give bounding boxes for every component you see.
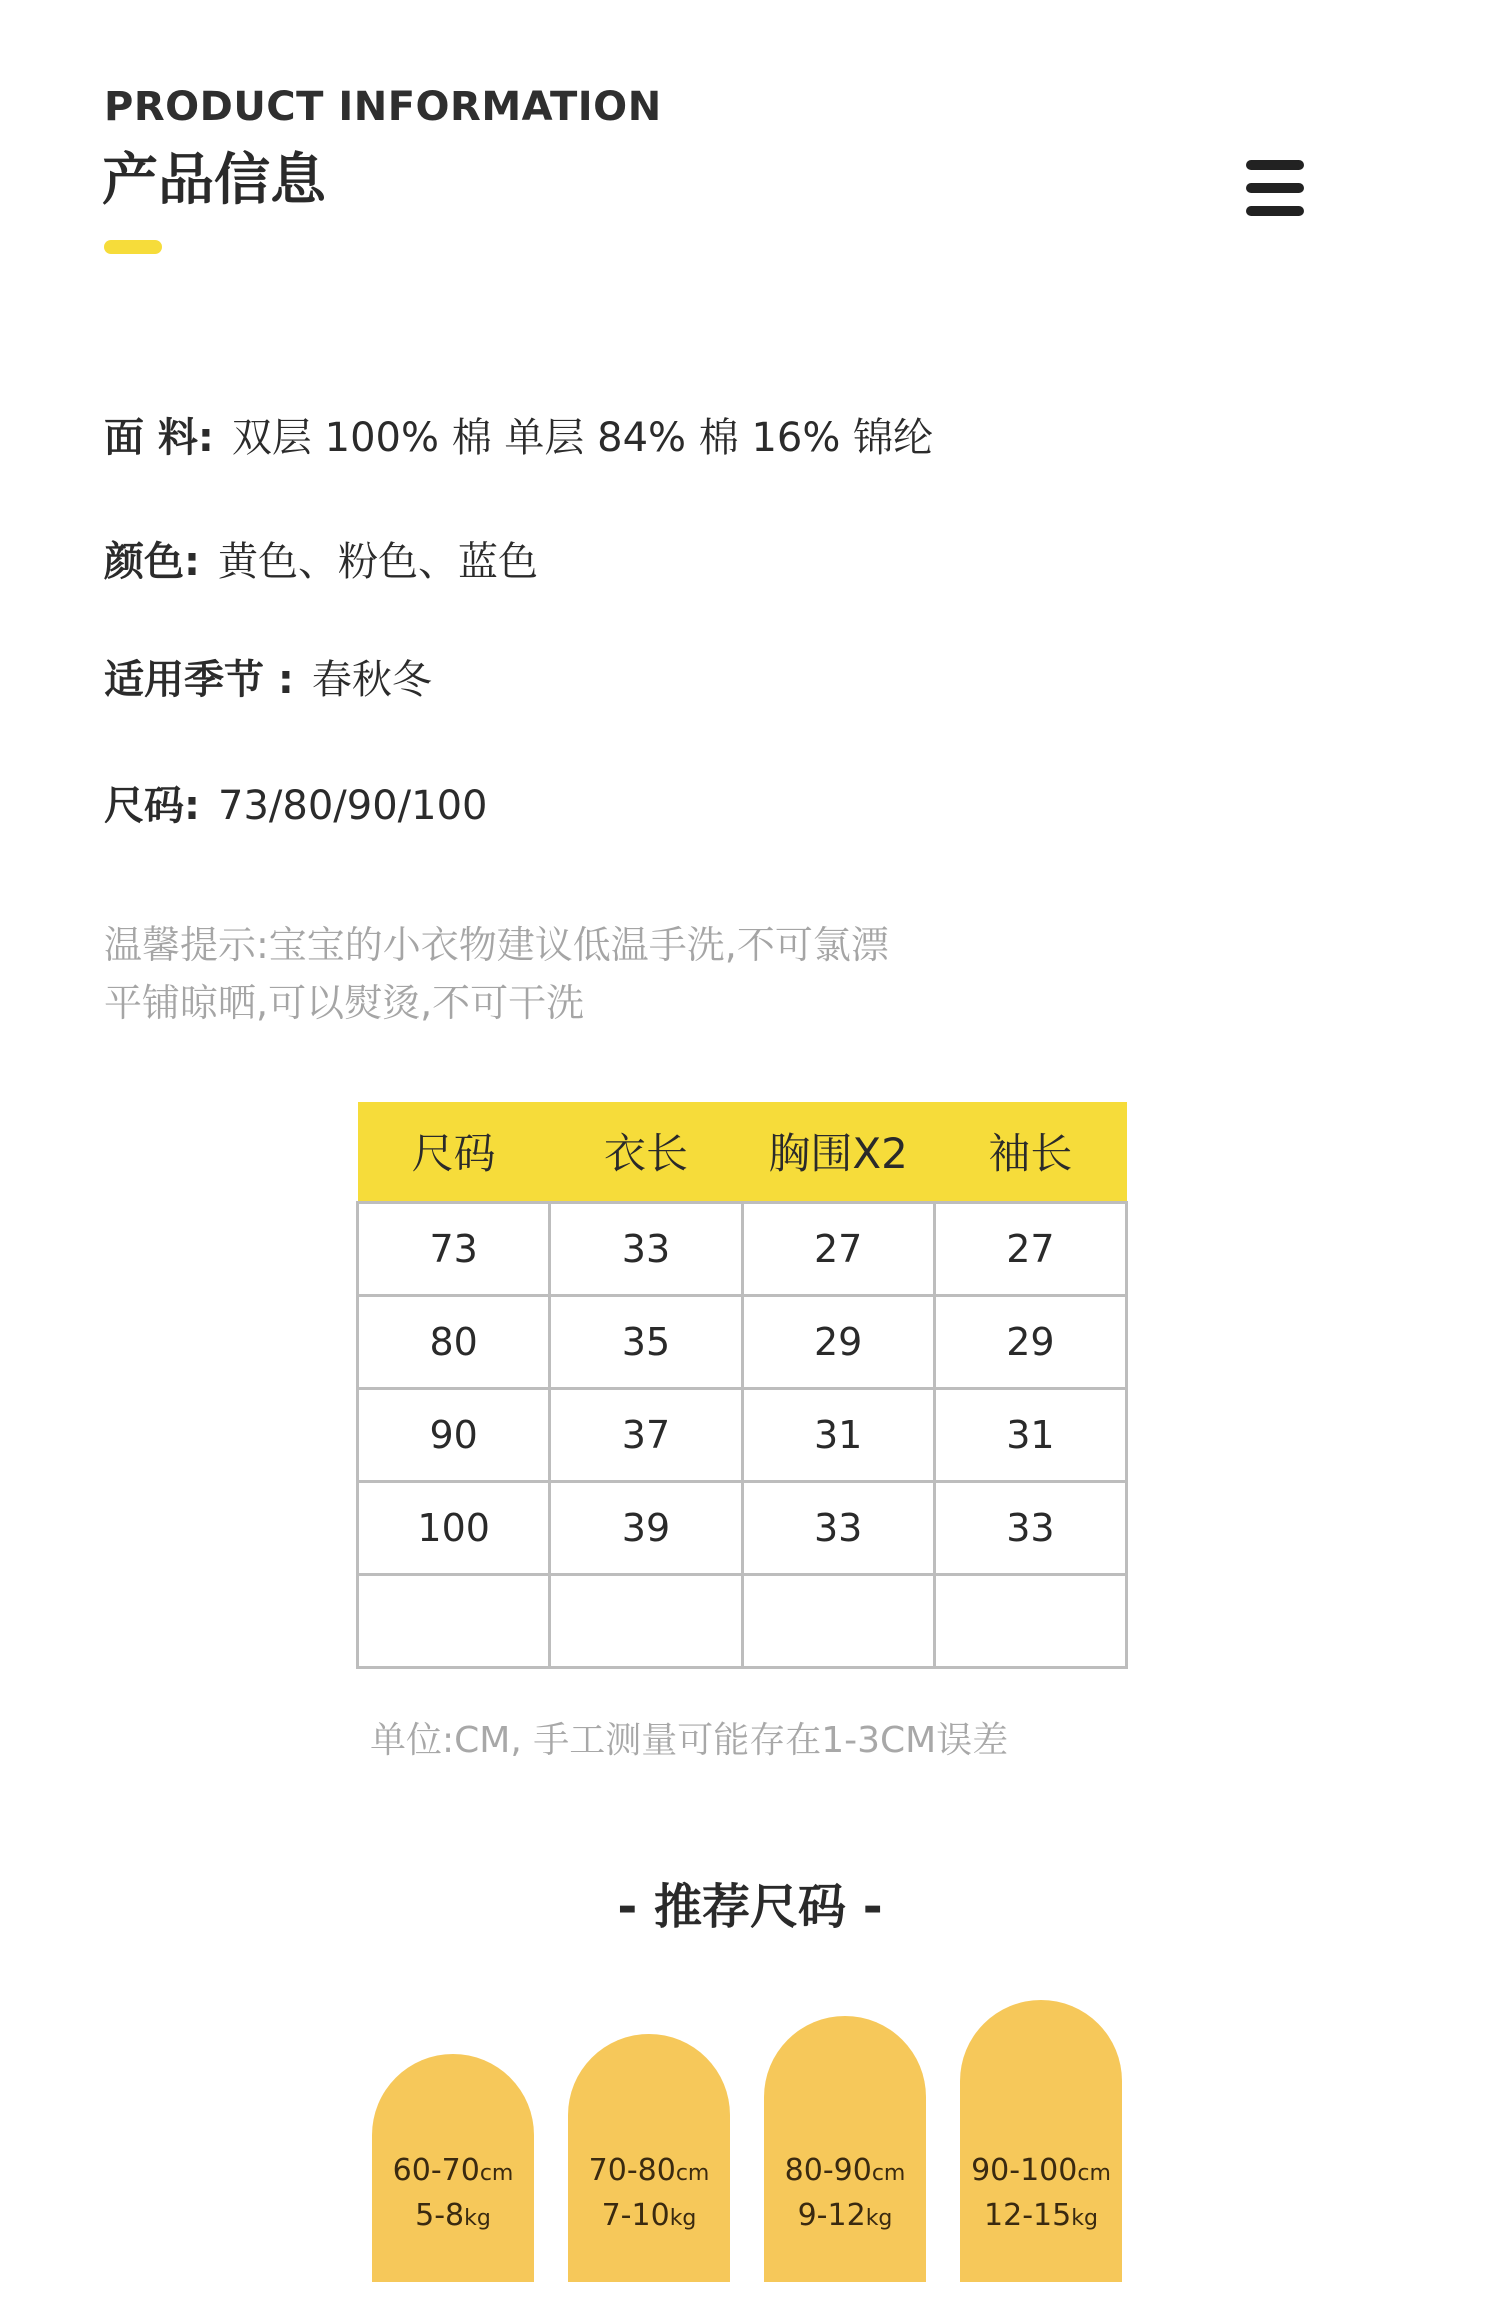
recommend-card bbox=[764, 2016, 926, 2282]
table-row bbox=[358, 1295, 1127, 1388]
table-cell: 27 bbox=[934, 1202, 1126, 1295]
card-weight-line: 7-10kg bbox=[601, 2198, 697, 2233]
card-weight-line: 9-12kg bbox=[797, 2198, 893, 2233]
table-header-cell: 衣长 bbox=[550, 1102, 742, 1202]
table-cell: 29 bbox=[742, 1295, 934, 1388]
menu-line bbox=[1246, 160, 1304, 170]
table-cell: 27 bbox=[742, 1202, 934, 1295]
size-row bbox=[104, 774, 487, 831]
card-height-line: 70-80cm bbox=[588, 2153, 710, 2188]
table-cell: 31 bbox=[742, 1388, 934, 1481]
table-cell: 80 bbox=[358, 1295, 550, 1388]
hamburger-menu-icon[interactable] bbox=[1246, 160, 1304, 216]
table-cell: 100 bbox=[358, 1481, 550, 1574]
table-row bbox=[358, 1388, 1127, 1481]
size-chart-table bbox=[356, 1102, 1128, 1669]
unit-note: 单位:CM, 手工测量可能存在1-3CM误差 bbox=[370, 1720, 1009, 1761]
recommend-card bbox=[568, 2034, 730, 2282]
card-height-line: 60-70cm bbox=[392, 2153, 514, 2188]
card-weight-line: 5-8kg bbox=[415, 2198, 491, 2233]
table-cell: 37 bbox=[550, 1388, 742, 1481]
table-cell: 35 bbox=[550, 1295, 742, 1388]
table-header-cell: 胸围X2 bbox=[742, 1102, 934, 1202]
size-label: 尺码: bbox=[104, 783, 200, 829]
fabric-row bbox=[104, 406, 933, 463]
table-row bbox=[358, 1481, 1127, 1574]
table-cell: 33 bbox=[742, 1481, 934, 1574]
care-tip-line-1: 温馨提示:宝宝的小衣物建议低温手洗,不可氯漂 bbox=[104, 923, 889, 967]
season-label: 适用季节 : bbox=[104, 657, 294, 703]
card-height-line: 90-100cm bbox=[971, 2153, 1111, 2188]
table-cell bbox=[934, 1574, 1126, 1667]
table-cell bbox=[550, 1574, 742, 1667]
table-header-cell: 尺码 bbox=[358, 1102, 550, 1202]
header-title-cn: 产品信息 bbox=[102, 148, 326, 213]
color-value: 黄色、粉色、蓝色 bbox=[218, 539, 538, 585]
menu-line bbox=[1246, 183, 1304, 193]
table-cell: 33 bbox=[550, 1202, 742, 1295]
recommend-title: - 推荐尺码 - bbox=[617, 1879, 883, 1935]
table-cell: 73 bbox=[358, 1202, 550, 1295]
table-header-row bbox=[358, 1102, 1127, 1202]
menu-line bbox=[1246, 206, 1304, 216]
table-cell bbox=[358, 1574, 550, 1667]
table-cell: 39 bbox=[550, 1481, 742, 1574]
recommend-card bbox=[372, 2054, 534, 2282]
table-cell: 31 bbox=[934, 1388, 1126, 1481]
color-row bbox=[104, 530, 538, 587]
care-tip bbox=[104, 916, 889, 1032]
fabric-value: 双层 100% 棉 单层 84% 棉 16% 锦纶 bbox=[231, 415, 934, 461]
header-title-en: PRODUCT INFORMATION bbox=[104, 84, 662, 130]
card-height-line: 80-90cm bbox=[784, 2153, 906, 2188]
table-cell: 29 bbox=[934, 1295, 1126, 1388]
size-value: 73/80/90/100 bbox=[218, 783, 488, 829]
table-cell: 33 bbox=[934, 1481, 1126, 1574]
season-row bbox=[104, 648, 432, 705]
table-row bbox=[358, 1574, 1127, 1667]
card-weight-line: 12-15kg bbox=[984, 2198, 1098, 2233]
fabric-label: 面 料: bbox=[104, 415, 214, 461]
table-cell bbox=[742, 1574, 934, 1667]
header-accent-bar bbox=[104, 240, 162, 254]
season-value: 春秋冬 bbox=[311, 657, 432, 703]
table-cell: 90 bbox=[358, 1388, 550, 1481]
table-header-cell: 袖长 bbox=[934, 1102, 1126, 1202]
table-row bbox=[358, 1202, 1127, 1295]
care-tip-line-2: 平铺晾晒,可以熨烫,不可干洗 bbox=[104, 981, 585, 1025]
color-label: 颜色: bbox=[104, 539, 200, 585]
recommend-card bbox=[960, 2000, 1122, 2282]
